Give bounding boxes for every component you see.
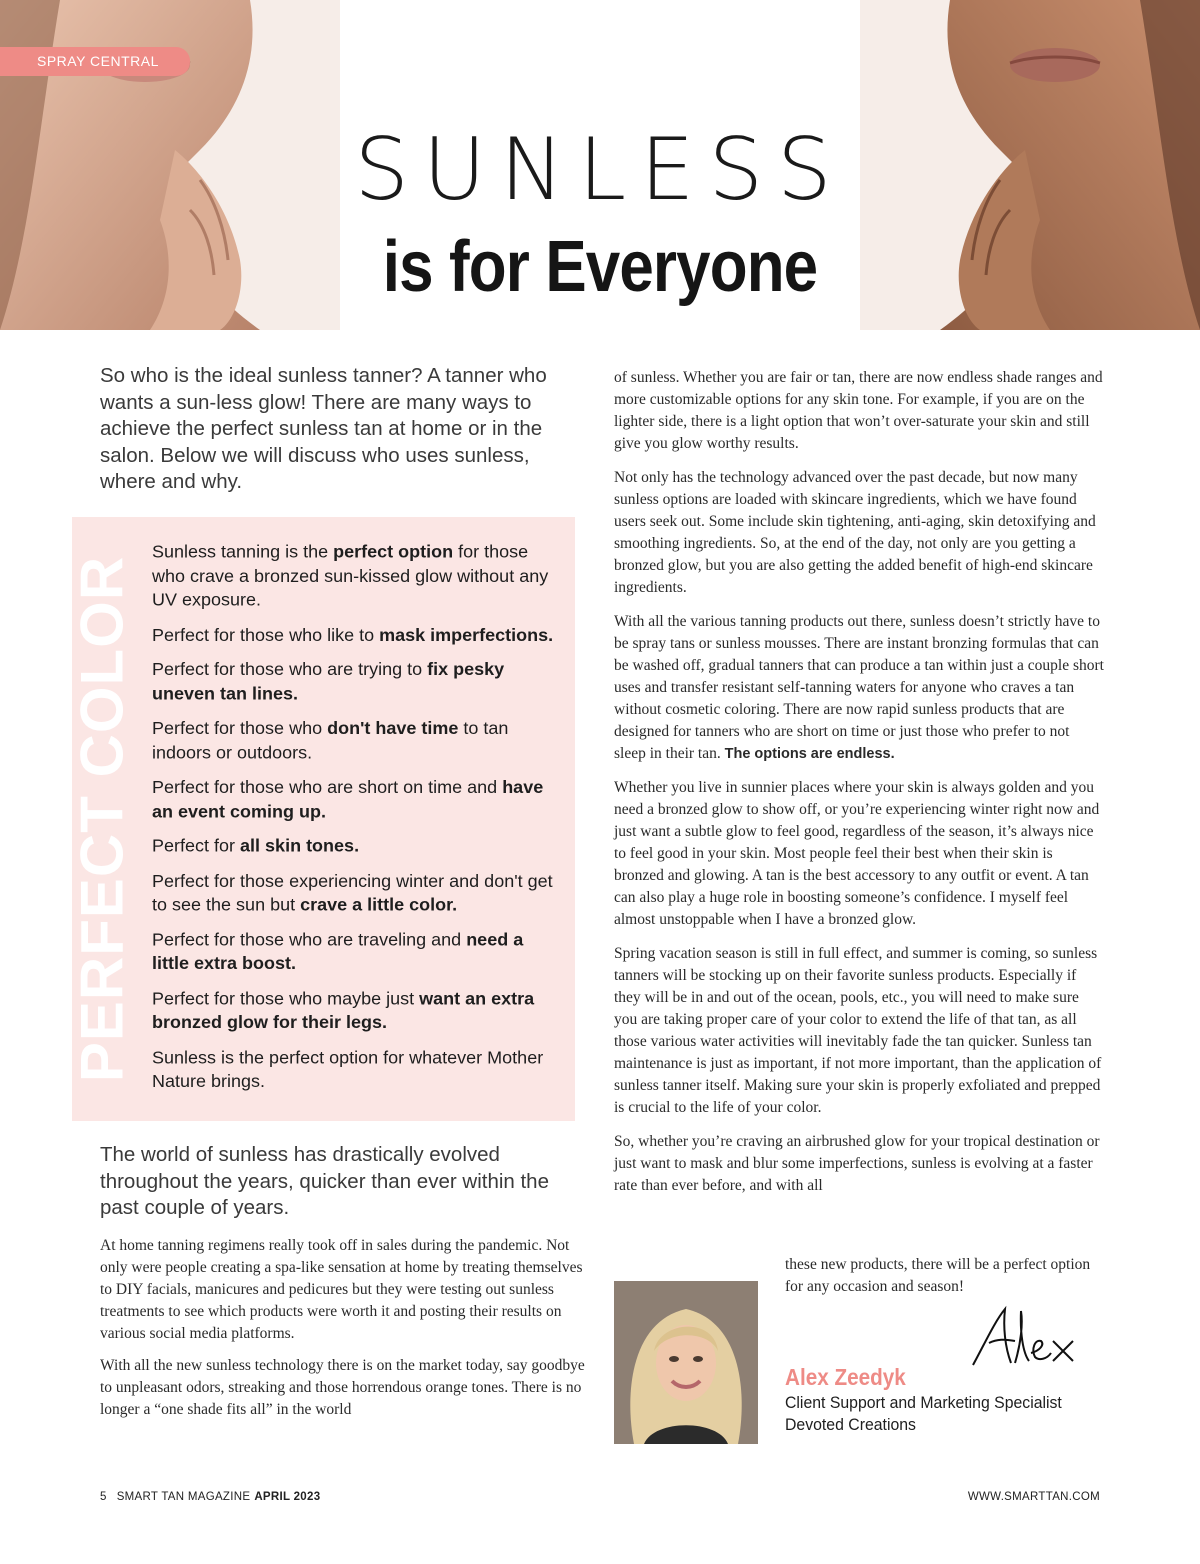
callout-item-text: Perfect for [152,835,241,856]
callout-item [152,716,557,764]
intro-paragraph: So who is the ideal sunless tanner? A tanner who wants a sun-less glow! There are many ways to achieve the perfect sunless tan at home or in the salon. Below we will discuss who uses sunless, where and why. [100,364,547,493]
closing-paragraph: these new products, there will be a perfect option for any occasion and season! [785,1256,1091,1295]
body-paragraph: Spring vacation season is still in full effect, and summer is coming, so sunless tanners will be stocking up on their favorite sunless products. Especially if they will be in and out of the ocean, pools, etc., you will need to make sure you are taking proper care of your color to extend the life of that tan, as all those various water activities will inevitably fade the tan quicker. Sunless tan maintenance is just as important, if not more important, than the application of sunless tanner itself. Making sure your skin is properly exfoliated and prepped is crucial to the life of your color. [614,945,1102,1116]
author-name: Alex Zeedyk [785,1364,906,1390]
emphasis-text: The options are endless. [724,746,895,762]
callout-item [152,928,557,976]
callout-item-text: Perfect for those who like to [152,624,380,645]
callout-item-emphasis: all skin tones. [240,835,360,856]
callout-item [152,775,557,823]
callout-item-emphasis: fix pesky uneven tan lines. [152,659,505,704]
right-column-body [614,367,1104,1209]
section-subhead: The world of sunless has drastically evolved throughout the years, quicker than ever within the past couple of years. [100,1143,549,1219]
callout-item [152,869,557,917]
callout-item-emphasis: don't have time [327,718,459,738]
body-paragraph [614,611,1104,765]
author-photo [614,1281,758,1444]
title-line-1: SUNLESS [354,120,846,220]
callout-item-text: Sunless is the perfect option for whatever Mother Nature brings. [152,1047,544,1091]
body-text: With all the various tanning products out there, sunless doesn’t strictly have to be spray tans or sunless mousses. There are instant bronzing formulas that can be washed off, gradual tanners that can produce a tan within just a couple short uses and transfer resistant self-tanning waters for anyone who craves a tan without cosmetic coloring. There are now rapid sunless products that are designed for tanners who are short on time or just those who prefer to not sleep in their tan. [614,613,1104,762]
callout-item [152,658,557,706]
author-signature [965,1303,1080,1373]
footer-website: WWW.SMARTTAN.COM [967,1491,1100,1503]
callout-item-emphasis: perfect option [333,541,454,562]
callout-item-text: Perfect for those who are traveling and [152,929,467,950]
magazine-name: SMART TAN MAGAZINE [116,1491,251,1503]
callout-side-text: PERFECT COLOR [68,555,136,1083]
body-paragraph: So, whether you’re craving an airbrushed glow for your tropical destination or just want to mask and blur some imperfections, sunless is evolving at a faster rate than ever before, and with all [614,1133,1100,1194]
callout-item-emphasis: crave a little color. [300,894,458,915]
callout-item-text: for those who crave a bronzed sun-kissed glow without any UV exposure. [152,541,549,610]
callout-list [152,540,557,1104]
callout-item [152,1045,557,1093]
callout-item [152,623,557,647]
callout-item-text: Perfect for those experiencing winter and don't get to see the sun but [152,870,553,915]
callout-item-text: Perfect for those who are short on time and [152,777,503,797]
callout-item [152,834,557,858]
callout-item-text: Perfect for those who are trying to [152,659,428,680]
callout-item [152,540,557,612]
callout-item-text: to tan indoors or outdoors. [152,718,509,762]
left-column-body [100,1235,585,1431]
callout-item-emphasis: want an extra bronzed glow for their legs. [152,988,535,1032]
body-paragraph: At home tanning regimens really took off in sales during the pandemic. Not only were people creating a spa-like sensation at home by treating themselves to DIY facials, manicures and pedicures but they were testing out sunless treatments to see which products were worth it and posting their results on various social media platforms. [100,1237,583,1342]
callout-item-text: Sunless tanning is the [152,541,334,562]
title-line-2: is for Everyone [382,227,818,307]
callout-item-text: Perfect for those who [152,718,328,738]
body-paragraph: of sunless. Whether you are fair or tan, there are now endless shade ranges and more customizable options for any skin tone. For example, if you are on the lighter side, there is a light option that won’t over-saturate your skin and still give you glow worthy results. [614,369,1103,452]
body-paragraph: Not only has the technology advanced over the past decade, but now many sunless options are loaded with skincare ingredients, which we have found users seek out. Some include skin tightening, anti-aging, skin detoxifying and smoothing ingredients. So, at the end of the day, not only are you getting a bronzed glow, but you are also getting the added benefit of high-end skincare ingredients. [614,469,1096,596]
page-number: 5 [100,1491,107,1503]
body-paragraph: Whether you live in sunnier places where your skin is always golden and you need a bronzed glow to show off, or you’re experiencing winter right now and just want a subtle glow to feel good, regardless of the season, it’s always nice to feel good in your skin. Most people feel their best when their skin is bronzed and glowing. A tan is the best accessory to any outfit or event. A tan can also play a huge role in boosting someone’s confidence. I myself feel almost unstoppable when I have a bronzed glow. [614,779,1100,928]
footer-left [100,1491,320,1503]
body-paragraph: With all the new sunless technology there is on the market today, say goodbye to unpleasant odors, streaking and those horrendous orange tones. There is no longer a “one shade fits all” in the world [100,1357,585,1418]
callout-item-emphasis: need a little extra boost. [152,929,524,974]
callout-item-emphasis: mask imperfections. [379,624,554,645]
section-tag: SPRAY CENTRAL [0,47,190,76]
author-company: Devoted Creations [785,1415,916,1434]
callout-item [152,986,557,1034]
header-banner [0,0,1200,330]
author-role: Client Support and Marketing Specialist [785,1393,1062,1412]
callout-item-text: Perfect for those who maybe just [152,988,420,1008]
callout-side-label [68,517,136,1121]
issue-date: APRIL 2023 [254,1491,321,1503]
callout-item-emphasis: have an event coming up. [152,777,544,821]
